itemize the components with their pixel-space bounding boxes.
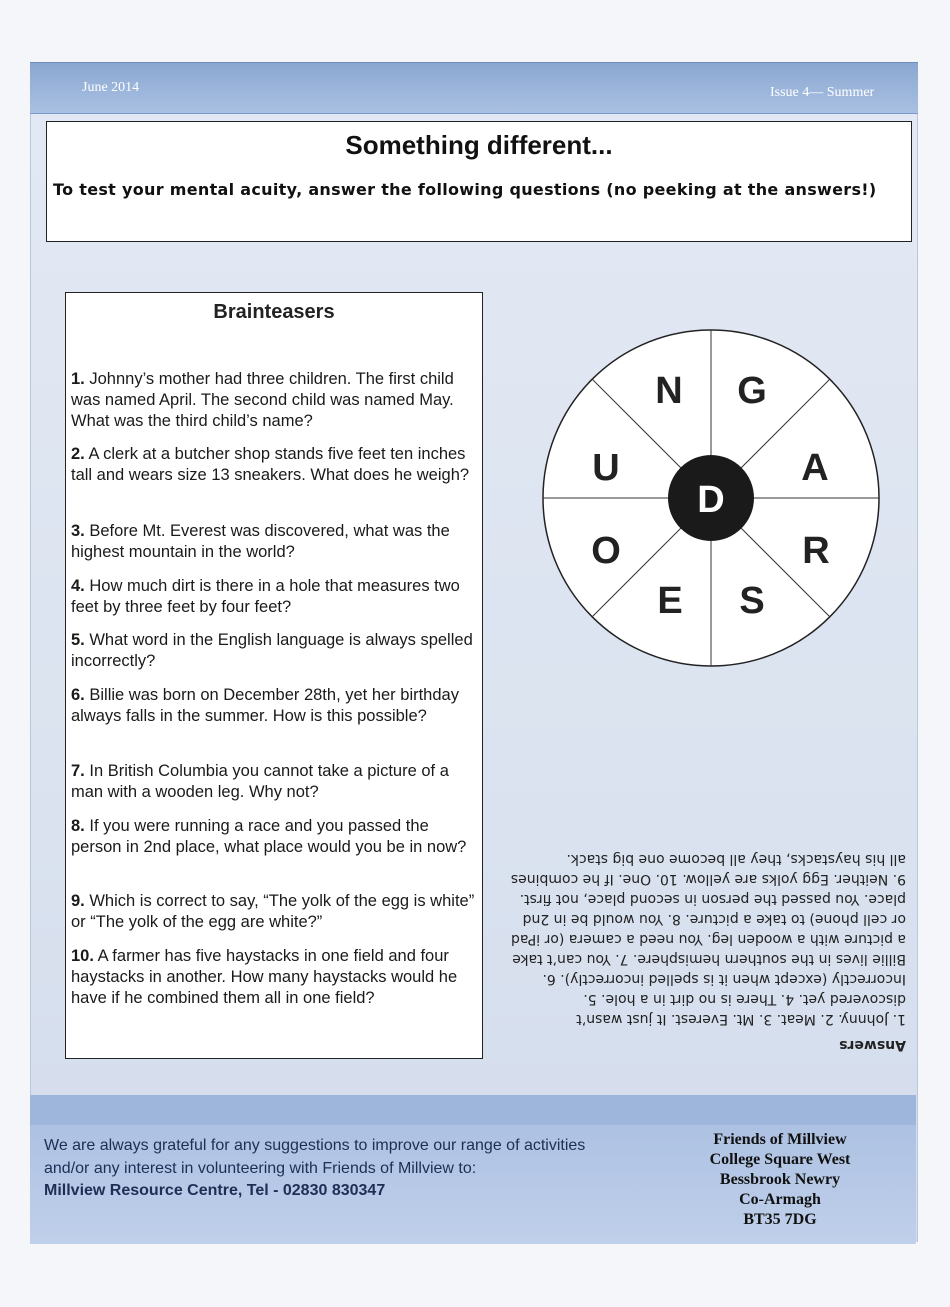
question-number: 6. bbox=[71, 686, 85, 704]
question-text: Johnny’s mother had three children. The first child was named April. The second child was named May. What was the third child’s name? bbox=[71, 370, 454, 430]
footer-address bbox=[680, 1130, 880, 1230]
wheel-letter: U bbox=[592, 447, 620, 489]
address-line: BT35 7DG bbox=[743, 1211, 817, 1228]
question-text: A clerk at a butcher shop stands five feet ten inches tall and wears size 13 sneakers. What does he weigh? bbox=[71, 445, 470, 484]
question-text: Billie was born on December 28th, yet her birthday always falls in the summer. How is this possible? bbox=[71, 686, 459, 725]
wheel-letter: S bbox=[739, 580, 765, 622]
wheel-letter: E bbox=[657, 580, 683, 622]
word-wheel bbox=[540, 328, 882, 670]
question-9 bbox=[71, 891, 481, 933]
question-text: A farmer has five haystacks in one field and four haystacks in another. How many haystacks would he have if he combined them all in one field? bbox=[71, 947, 458, 1007]
wheel-letter: A bbox=[801, 447, 829, 489]
question-number: 9. bbox=[71, 892, 85, 910]
question-text: Before Mt. Everest was discovered, what was the highest mountain in the world? bbox=[71, 522, 450, 561]
address-line: Bessbrook Newry bbox=[719, 1171, 841, 1188]
intro-box bbox=[46, 121, 912, 242]
intro-title: Something different... bbox=[345, 130, 613, 160]
address-line: Co-Armagh bbox=[739, 1191, 821, 1208]
footer-strip bbox=[30, 1095, 916, 1125]
wheel-letter: O bbox=[591, 530, 621, 572]
footer-text: We are always grateful for any suggestions to improve our range of activities and/or any interest in volunteering with Friends of Millview to: bbox=[44, 1137, 586, 1177]
center-letter: D bbox=[697, 479, 725, 521]
question-5 bbox=[71, 630, 481, 672]
question-number: 2. bbox=[71, 445, 85, 463]
brainteasers-title: Brainteasers bbox=[213, 301, 335, 323]
question-8 bbox=[71, 816, 481, 858]
issue-date: June 2014 bbox=[82, 80, 140, 95]
question-text: In British Columbia you cannot take a picture of a man with a wooden leg. Why not? bbox=[71, 762, 449, 801]
address-line: College Square West bbox=[709, 1151, 851, 1168]
question-text: How much dirt is there in a hole that measures two feet by three feet by four feet? bbox=[71, 577, 460, 616]
issue-number: Issue 4— Summer bbox=[770, 85, 875, 100]
answers-heading: Answers bbox=[839, 1037, 906, 1053]
question-number: 1. bbox=[71, 370, 85, 388]
question-text: Which is correct to say, “The yolk of the egg is white” or “The yolk of the egg are white?” bbox=[71, 892, 475, 931]
answers-text: 1. Johnny. 2. Meat. 3. Mt. Everest. It just wasn’t discovered yet. 4. There is no dirt in a hole. 5. Incorrectly (except when it is spelled incorrectly). 6. Billie lives in the southern hemisphere. 7. You can’t take a picture with a wooden leg. You need a camera (or iPad or cell phone) to take a picture. 8. You would be in 2nd place. You passed the person in second place, not first. 9. Neither. Egg yolks are yellow. 10. One. If he combines all his haystacks, they all become one big stack. bbox=[510, 851, 906, 1027]
question-number: 5. bbox=[71, 631, 85, 649]
intro-text: To test your mental acuity, answer the following questions (no peeking at the answers!) bbox=[53, 180, 877, 199]
question-text: What word in the English language is always spelled incorrectly? bbox=[71, 631, 473, 670]
brainteasers-box bbox=[65, 292, 483, 1059]
question-number: 10. bbox=[71, 947, 94, 965]
wheel-letter: N bbox=[655, 370, 683, 412]
question-4 bbox=[71, 576, 481, 618]
question-7 bbox=[71, 761, 481, 803]
wheel-letter: G bbox=[737, 370, 767, 412]
question-text: If you were running a race and you passed the person in 2nd place, what place would you be in now? bbox=[71, 817, 467, 856]
question-3 bbox=[71, 521, 481, 563]
answers-upside-down bbox=[510, 800, 906, 1055]
question-6 bbox=[71, 685, 481, 727]
wheel-letter: R bbox=[802, 530, 830, 572]
question-number: 4. bbox=[71, 577, 85, 595]
question-2 bbox=[71, 444, 481, 486]
question-number: 8. bbox=[71, 817, 85, 835]
question-10 bbox=[71, 946, 481, 1009]
address-line: Friends of Millview bbox=[713, 1131, 847, 1148]
question-1 bbox=[71, 369, 481, 432]
question-number: 3. bbox=[71, 522, 85, 540]
footer-contact: Millview Resource Centre, Tel - 02830 830347 bbox=[44, 1182, 386, 1199]
question-number: 7. bbox=[71, 762, 85, 780]
